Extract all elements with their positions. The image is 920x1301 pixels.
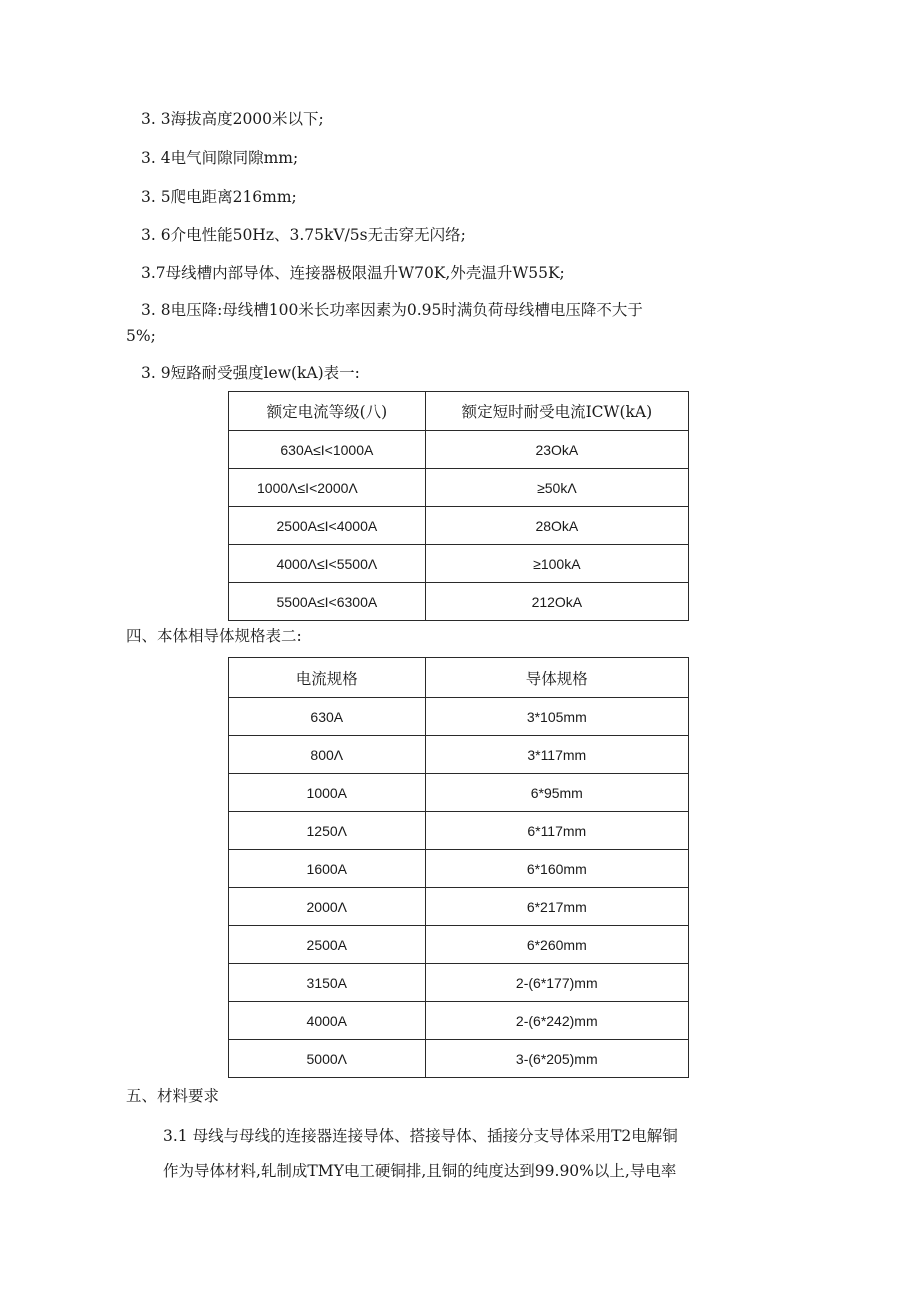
section-5-title: 五、材料要求	[126, 1087, 220, 1105]
table-row	[229, 698, 689, 736]
table-cell: 2000Λ	[229, 888, 426, 926]
table-cell: 1600A	[229, 850, 426, 888]
table-row	[229, 583, 689, 621]
table-cell: 5000Λ	[229, 1040, 426, 1078]
table-row	[229, 926, 689, 964]
table-row	[229, 469, 689, 507]
spec-dielectric: 3. 6介电性能50Hz、3.75kV/5s无击穿无闪络;	[141, 226, 466, 244]
table-cell: 2-(6*242)mm	[425, 1002, 688, 1040]
table-row	[229, 507, 689, 545]
table-header-row	[229, 658, 689, 698]
table-cell: 4000Λ≤I<5500Λ	[229, 545, 426, 583]
table-cell: 23OkA	[425, 431, 688, 469]
table-header-cell: 导体规格	[425, 658, 688, 698]
table-row	[229, 736, 689, 774]
table-row	[229, 850, 689, 888]
table-cell: 5500A≤I<6300A	[229, 583, 426, 621]
table-cell: 6*160mm	[425, 850, 688, 888]
table-row	[229, 964, 689, 1002]
conductor-spec-table	[228, 657, 689, 1078]
table-cell: 3150A	[229, 964, 426, 1002]
spec-altitude: 3. 3海拔高度2000米以下;	[141, 110, 324, 128]
short-circuit-table	[228, 391, 689, 621]
table-header-cell: 额定电流等级(八)	[229, 392, 426, 431]
material-paragraph-line-1: 3.1 母线与母线的连接器连接导体、搭接导体、插接分支导体采用T2电解铜	[163, 1127, 678, 1145]
table-header-row	[229, 392, 689, 431]
material-paragraph-line-2: 作为导体材料,轧制成TMY电工硬铜排,且铜的纯度达到99.90%以上,导电率	[163, 1162, 677, 1180]
table-row	[229, 774, 689, 812]
table-cell: 630A	[229, 698, 426, 736]
table-row	[229, 888, 689, 926]
table-cell: 3*117mm	[425, 736, 688, 774]
table-cell: 3-(6*205)mm	[425, 1040, 688, 1078]
table-cell: 1000A	[229, 774, 426, 812]
table-cell: 6*117mm	[425, 812, 688, 850]
table-header-cell: 电流规格	[229, 658, 426, 698]
table-cell: 4000A	[229, 1002, 426, 1040]
table-row	[229, 1002, 689, 1040]
table-cell: 800Λ	[229, 736, 426, 774]
table-cell: 212OkA	[425, 583, 688, 621]
table-cell: 630A≤I<1000A	[229, 431, 426, 469]
table-cell: 3*105mm	[425, 698, 688, 736]
table-row	[229, 812, 689, 850]
spec-temp-rise: 3.7母线槽内部导体、连接器极限温升W70K,外壳温升W55K;	[141, 264, 565, 282]
table-cell: 1000Λ≤I<2000Λ	[229, 469, 426, 507]
table-cell: 28OkA	[425, 507, 688, 545]
table-cell: ≥100kA	[425, 545, 688, 583]
table-cell: 2500A≤I<4000A	[229, 507, 426, 545]
spec-clearance: 3. 4电气间隙同隙mm;	[141, 149, 299, 167]
table-row	[229, 545, 689, 583]
table-row	[229, 431, 689, 469]
table-cell: 2-(6*177)mm	[425, 964, 688, 1002]
section-4-title: 四、本体相导体规格表二:	[126, 627, 302, 645]
table-cell: 6*95mm	[425, 774, 688, 812]
spec-voltage-drop-cont: 5%;	[126, 327, 156, 345]
table-cell: 6*217mm	[425, 888, 688, 926]
table-header-cell: 额定短时耐受电流ICW(kA)	[425, 392, 688, 431]
table-cell: 2500A	[229, 926, 426, 964]
spec-creepage: 3. 5爬电距离216mm;	[141, 188, 297, 206]
table-cell: ≥50kΛ	[425, 469, 688, 507]
spec-short-circuit: 3. 9短路耐受强度lew(kA)表一:	[141, 364, 360, 382]
table-cell: 1250Λ	[229, 812, 426, 850]
spec-voltage-drop: 3. 8电压降:母线槽100米长功率因素为0.95时满负荷母线槽电压降不大于	[141, 301, 643, 319]
table-row	[229, 1040, 689, 1078]
table-cell: 6*260mm	[425, 926, 688, 964]
